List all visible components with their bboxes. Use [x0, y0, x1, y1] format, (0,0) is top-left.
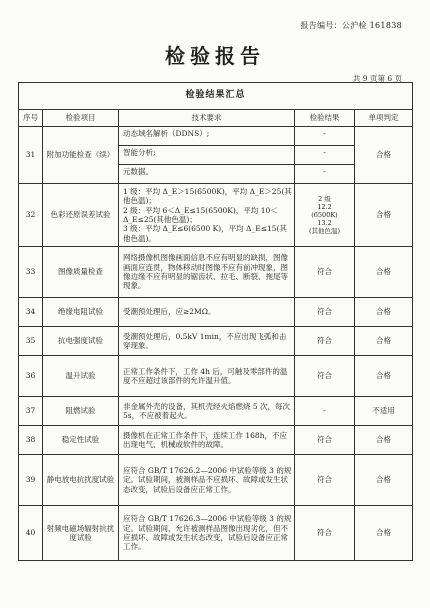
- row-item: 绝缘电阻试验: [43, 298, 119, 327]
- row-item: 阻燃试验: [43, 397, 119, 426]
- table-row: [19, 298, 413, 327]
- table-row: [19, 327, 413, 356]
- row-requirement: 网络摄像机图像画面信息不应有明显的缺损，图像画面应连贯，物体移动时图像不应有前冲现象，图像边缘不应有明显的锯齿状、拉毛、断裂、拖尾等现象。: [119, 247, 295, 298]
- row-judgment: 合格: [355, 298, 413, 327]
- row-judgment: 合格: [355, 327, 413, 356]
- row-requirement: 受潮预处理后，应≥2MΩ。: [119, 298, 295, 327]
- row-judgment: 不适用: [355, 397, 413, 426]
- row-item: 射频电磁场辐射抗扰度试验: [43, 506, 119, 561]
- row-judgment: 合格: [355, 356, 413, 397]
- requirement-line: 智能分析;: [119, 146, 294, 165]
- table-row: [19, 455, 413, 506]
- row-number: 40: [19, 506, 43, 561]
- requirement-line: 动态域名解析（DDNS）;: [119, 127, 294, 146]
- row-requirement: [119, 127, 295, 184]
- row-judgment: 合格: [355, 455, 413, 506]
- row-number: 35: [19, 327, 43, 356]
- result-line: -: [295, 146, 354, 165]
- row-number: 34: [19, 298, 43, 327]
- row-requirement: 应符合 GB/T 17626.2—2006 中试验等级 3 的规定。试验期间，被测样品不应损坏、故障或发生状态改变，试验后设备应正常工作。: [119, 455, 295, 506]
- row-judgment: 合格: [355, 506, 413, 561]
- row-number: 33: [19, 247, 43, 298]
- row-result: 符合: [295, 455, 355, 506]
- row-result: 符合: [295, 356, 355, 397]
- row-result: 符合: [295, 506, 355, 561]
- row-requirement: 非金属外壳的设备，其机壳经火焰燃烧 5 次，每次 5s，不应被着起火。: [119, 397, 295, 426]
- table-row: [19, 356, 413, 397]
- row-item: 温升试验: [43, 356, 119, 397]
- table-row: [19, 127, 413, 184]
- row-result: 2 级 12.2 (6500K) 13.2 (其他色温): [295, 184, 355, 247]
- row-requirement: 1 级：平均 Δ_E＞15(6500K)，平均 Δ_E＞25(其他色温)； 2 级：平均 6＜Δ_E≤15(6500K)，平均 10＜Δ_E≤25(其他色温)； 3 级：平均 Δ_E≤6(6500 K)，平均 Δ_E≤15(其他色温)。: [119, 184, 295, 247]
- column-header: 单项判定: [355, 110, 413, 127]
- row-number: 32: [19, 184, 43, 247]
- row-result: 符合: [295, 327, 355, 356]
- row-result: 符合: [295, 426, 355, 455]
- row-judgment: 合格: [355, 247, 413, 298]
- row-requirement: 正常工作条件下，工作 4h 后，可触及零部件的温度不应超过该部件的允许温升值。: [119, 356, 295, 397]
- table-row: [19, 397, 413, 426]
- row-requirement: 受潮预处理后，0.5kV 1min，不应出现飞弧和击穿现象。: [119, 327, 295, 356]
- column-header: 技术要求: [119, 110, 295, 127]
- document-title: 检验报告: [165, 44, 265, 68]
- row-result: 符合: [295, 298, 355, 327]
- row-item: 色彩还原误差试验: [43, 184, 119, 247]
- table-row: [19, 506, 413, 561]
- row-number: 36: [19, 356, 43, 397]
- row-judgment: 合格: [355, 184, 413, 247]
- row-number: 39: [19, 455, 43, 506]
- column-header: 序号: [19, 110, 43, 127]
- column-header-row: [19, 110, 413, 127]
- requirement-line: 元数据。: [123, 167, 153, 176]
- result-line: -: [295, 127, 354, 146]
- column-header: 检验结果: [295, 110, 355, 127]
- row-item: 附加功能检查（续）: [43, 127, 119, 184]
- row-judgment: 合格: [355, 127, 413, 184]
- row-item: 稳定性试验: [43, 426, 119, 455]
- results-table: [18, 82, 413, 561]
- column-header: 检验项目: [43, 110, 119, 127]
- report-number: 报告编号：公沪检 161838: [300, 21, 402, 30]
- table-row: [19, 184, 413, 247]
- row-number: 37: [19, 397, 43, 426]
- row-requirement: 摄像机在正常工作条件下，连续工作 168h，不应出现电气、机械或软件的故障。: [119, 426, 295, 455]
- row-item: 抗电强度试验: [43, 327, 119, 356]
- row-result: [295, 127, 355, 184]
- row-item: 图像质量检查: [43, 247, 119, 298]
- row-number: 31: [19, 127, 43, 184]
- row-number: 38: [19, 426, 43, 455]
- row-result: 符合: [295, 247, 355, 298]
- row-item: 静电放电抗扰度试验: [43, 455, 119, 506]
- result-line: -: [323, 167, 326, 176]
- row-judgment: 合格: [355, 426, 413, 455]
- summary-title: 检验结果汇总: [19, 83, 413, 110]
- table-row: [19, 426, 413, 455]
- row-requirement: 应符合 GB/T 17626.3—2006 中试验等级 3 的规定。试验期间，允许被测样品图像出现劣化，但不应损坏、故障或发生状态改变，试验后设备应正常工作。: [119, 506, 295, 561]
- table-row: [19, 247, 413, 298]
- row-result: -: [295, 397, 355, 426]
- page-info: 共 9 页第 6 页: [352, 74, 402, 83]
